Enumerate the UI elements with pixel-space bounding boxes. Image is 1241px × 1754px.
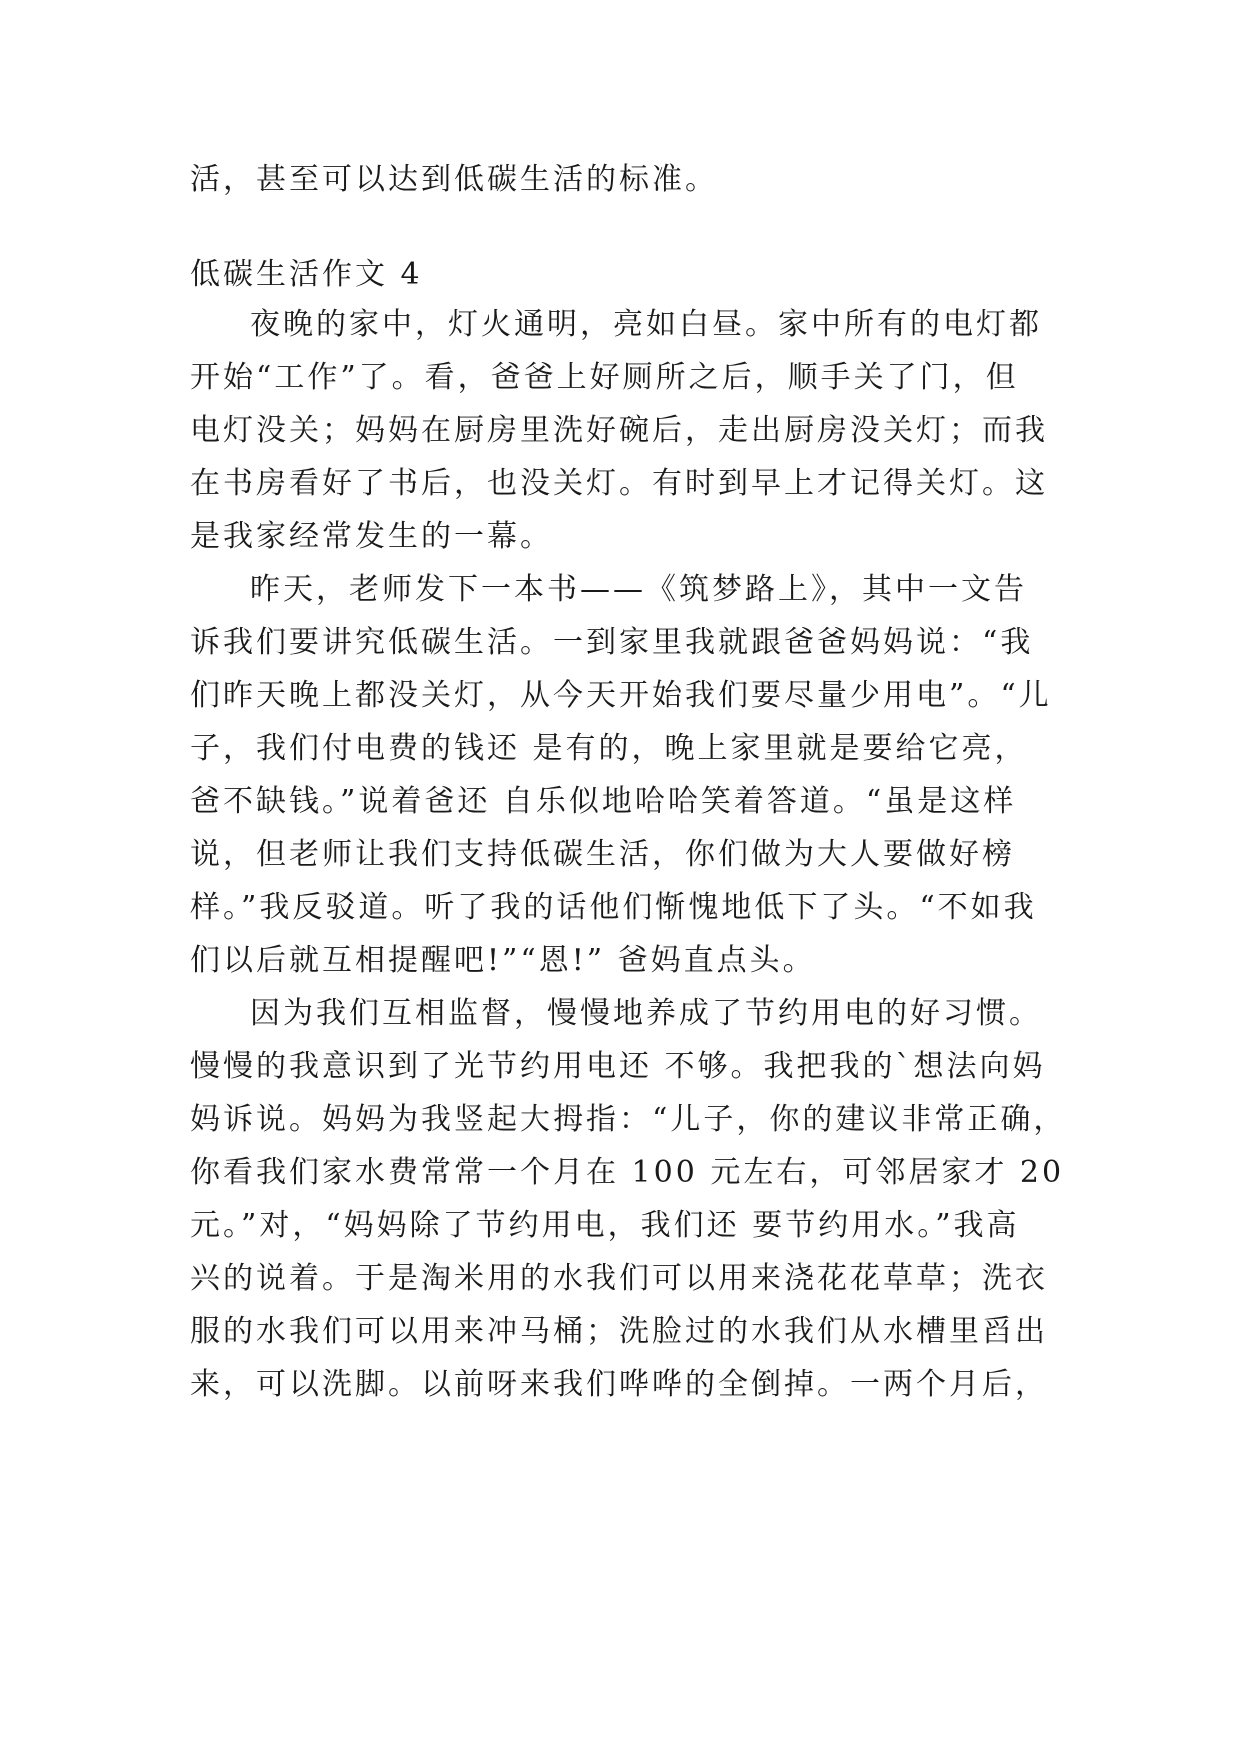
paragraph-3-line-5: 元。”对，“妈妈除了节约用电，我们还 要节约用水。”我高 xyxy=(190,1208,1020,1243)
paragraph-2-line-6: 说，但老师让我们支持低碳生活，你们做为大人要做好榜 xyxy=(190,837,1015,872)
paragraph-1-line-5: 是我家经常发生的一幕。 xyxy=(190,519,553,554)
paragraph-2-line-2: 诉我们要讲究低碳生活。一到家里我就跟爸爸妈妈说：“我 xyxy=(190,625,1034,660)
paragraph-3-line-1: 因为我们互相监督，慢慢地养成了节约用电的好习惯。 xyxy=(250,996,1042,1031)
paragraph-1-line-3: 电灯没关；妈妈在厨房里洗好碗后，走出厨房没关灯；而我 xyxy=(190,413,1048,448)
paragraph-1-line-2: 开始“工作”了。看，爸爸上好厕所之后，顺手关了门，但 xyxy=(190,360,1019,395)
intro-line: 活，甚至可以达到低碳生活的标准。 xyxy=(190,162,718,197)
paragraph-3-line-2: 慢慢的我意识到了光节约用电还 不够。我把我的`想法向妈 xyxy=(190,1049,1046,1084)
paragraph-3-line-3: 妈诉说。妈妈为我竖起大拇指：“儿子，你的建议非常正确， xyxy=(190,1102,1067,1137)
paragraph-2-line-4: 子，我们付电费的钱还 是有的，晚上家里就是要给它亮， xyxy=(190,731,1028,766)
paragraph-3-line-6: 兴的说着。于是淘米用的水我们可以用来浇花花草草；洗衣 xyxy=(190,1261,1048,1296)
paragraph-2-line-7: 样。”我反驳道。听了我的话他们惭愧地低下了头。“不如我 xyxy=(190,890,1037,925)
paragraph-2-line-8: 们以后就互相提醒吧!”“恩!” 爸妈直点头。 xyxy=(190,943,816,978)
paragraph-1-line-1: 夜晚的家中，灯火通明，亮如白昼。家中所有的电灯都 xyxy=(250,307,1042,342)
paragraph-3-line-7: 服的水我们可以用来冲马桶；洗脸过的水我们从水槽里舀出 xyxy=(190,1314,1048,1349)
paragraph-2-line-3: 们昨天晚上都没关灯，从今天开始我们要尽量少用电”。“儿 xyxy=(190,678,1052,713)
paragraph-2-line-5: 爸不缺钱。”说着爸还 自乐似地哈哈笑着答道。“虽是这样 xyxy=(190,784,1017,819)
paragraph-3-line-8: 来，可以洗脚。以前呀来我们哗哗的全倒掉。一两个月后， xyxy=(190,1367,1048,1402)
section-heading: 低碳生活作文 4 xyxy=(190,257,423,292)
paragraph-2-line-1: 昨天，老师发下一本书——《筑梦路上》，其中一文告 xyxy=(250,572,1027,607)
paragraph-1-line-4: 在书房看好了书后，也没关灯。有时到早上才记得关灯。这 xyxy=(190,466,1048,501)
paragraph-3-line-4: 你看我们家水费常常一个月在 100 元左右，可邻居家才 20 xyxy=(190,1155,1065,1190)
